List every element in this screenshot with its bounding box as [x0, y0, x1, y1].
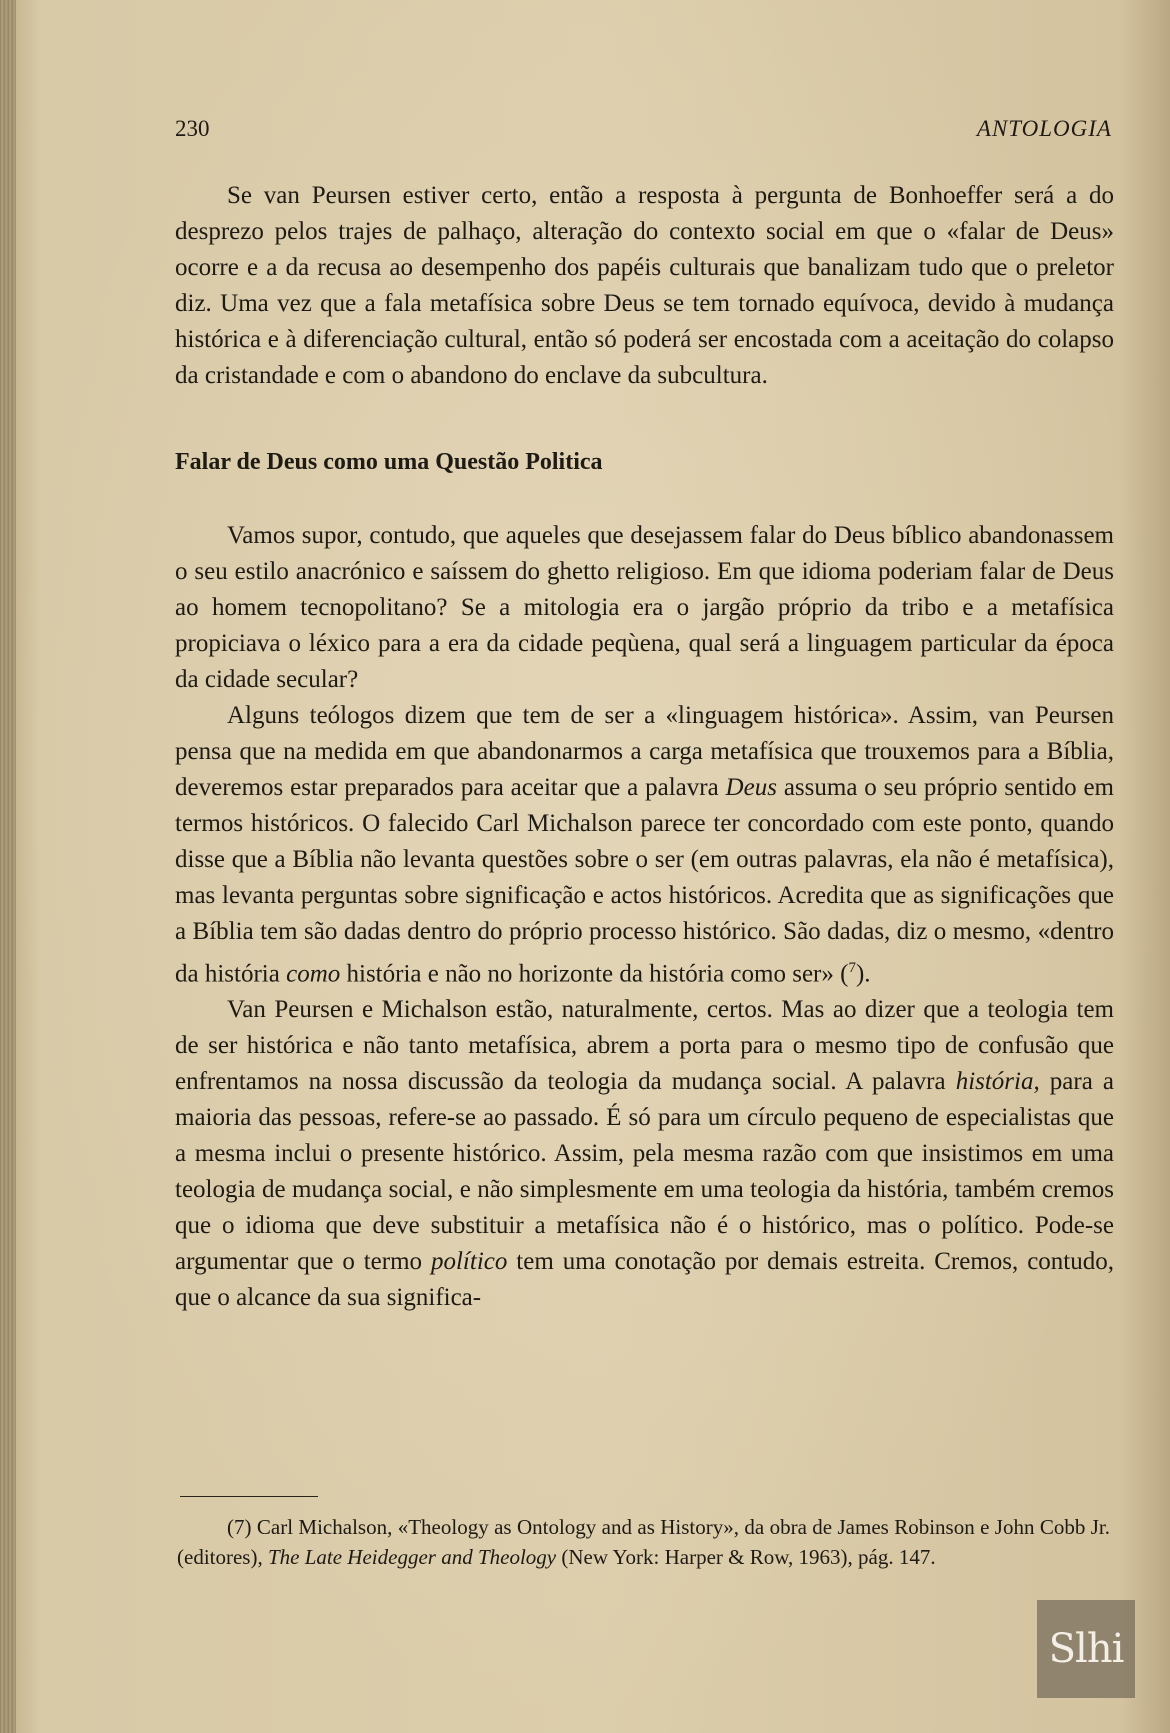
- paragraph-4-text-3: tem uma conotação por demais estreita. Cremos, contudo, que o alcance da sua significa-: [175, 1248, 1114, 1312]
- paragraph-4-text-2: para a maioria das pessoas, refere-se ao passado. É só para um círculo pequeno de especialistas que a mesma inclui o presente histórico. Assim, pela mesma razão com que insistimos em uma teologia de mudança social, e não simplesmente em uma teologia da história, também cremos que o idioma que deve substituir a metafísica não é o histórico, mas o político. Pode-se argumentar que o termo: [175, 1068, 1114, 1276]
- paragraph-3-italic-1: Deus: [725, 774, 777, 801]
- paragraph-4-text-1: Van Peursen e Michalson estão, naturalmente, certos. Mas ao dizer que a teologia tem de ser histórica e não tanto metafísica, abrem a porta para o mesmo tipo de confusão que enfrentamos na nossa discussão da teologia da mudança social. A palavra: [175, 996, 1114, 1096]
- paragraph-4-italic-1: história,: [955, 1068, 1040, 1096]
- footnote: [177, 1512, 1110, 1572]
- book-spine-edge: [0, 0, 16, 1733]
- section-heading: Falar de Deus como uma Questão Politica: [175, 449, 603, 475]
- paragraph-3-italic-2: como: [286, 960, 341, 988]
- footnote-text-1: Carl Michalson, «Theology as Ontology and as History», da obra de James Robinson e John Cobb Jr. (editores),: [177, 1515, 1110, 1569]
- footnote-text-2: (New York: Harper & Row, 1963), pág. 147.: [556, 1545, 936, 1569]
- footnote-italic-title: The Late Heidegger and Theology: [267, 1545, 557, 1569]
- running-title: ANTOLOGIA: [976, 116, 1112, 141]
- paragraph-3-text-3: história e não no horizonte da história como ser» (: [340, 960, 849, 988]
- main-text: [175, 178, 1114, 1316]
- paragraph-2: Vamos supor, contudo, que aqueles que desejassem falar do Deus bíblico abandonassem o seu estilo anacrónico e saíssem do ghetto religioso. Em que idioma poderiam falar de Deus ao homem tecnopolitano? Se a mitologia era o jargão próprio da tribo e a metafísica propiciava o léxico para a era da cidade peqùena, qual será a linguagem particular da época da cidade secular?: [175, 522, 1114, 693]
- footnote-marker: (7): [227, 1515, 252, 1539]
- paragraph-3-text-2: assuma o seu próprio sentido em termos históricos. O falecido Carl Michalson parece ter concordado com este ponto, quando disse que a Bíblia não levanta questões sobre o ser (em outras palavras, ela não é metafísica), mas levanta perguntas sobre significação e actos históricos. Acredita que as significações que a Bíblia tem são dadas dentro do próprio processo histórico. São dadas, diz o mesmo, «dentro da história: [175, 774, 1114, 988]
- watermark-text: Slhi: [1048, 1626, 1124, 1672]
- footnote-rule: [180, 1496, 318, 1497]
- paragraph-1: Se van Peursen estiver certo, então a resposta à pergunta de Bonhoeffer será a do desprezo pelos trajes de palhaço, alteração do contexto social em que o «falar de Deus» ocorre e a da recusa ao desempenho dos papéis culturais que banalizam tudo que o preletor diz. Uma vez que a fala metafísica sobre Deus se tem tornado equívoca, devido à mudança histórica e à diferenciação cultural, então só poderá ser encostada com a aceitação do colapso da cristandade e com o abandono do enclave da subcultura.: [175, 182, 1114, 389]
- paragraph-3-text-1: Alguns teólogos dizem que tem de ser a «linguagem histórica». Assim, van Peursen pensa que na medida em que abandonarmos a carga metafísica que trouxemos para a Bíblia, deveremos estar preparados para aceitar que a palavra: [175, 702, 1114, 801]
- footnote-reference: 7: [848, 960, 856, 976]
- paragraph-3: [175, 698, 1114, 992]
- watermark-logo: [1037, 1600, 1135, 1698]
- page-number: 230: [175, 116, 210, 141]
- running-head: [175, 112, 1112, 146]
- paragraph-3-text-4: ).: [855, 960, 871, 988]
- paragraph-4-italic-2: político: [430, 1248, 508, 1276]
- paragraph-4: [175, 992, 1114, 1316]
